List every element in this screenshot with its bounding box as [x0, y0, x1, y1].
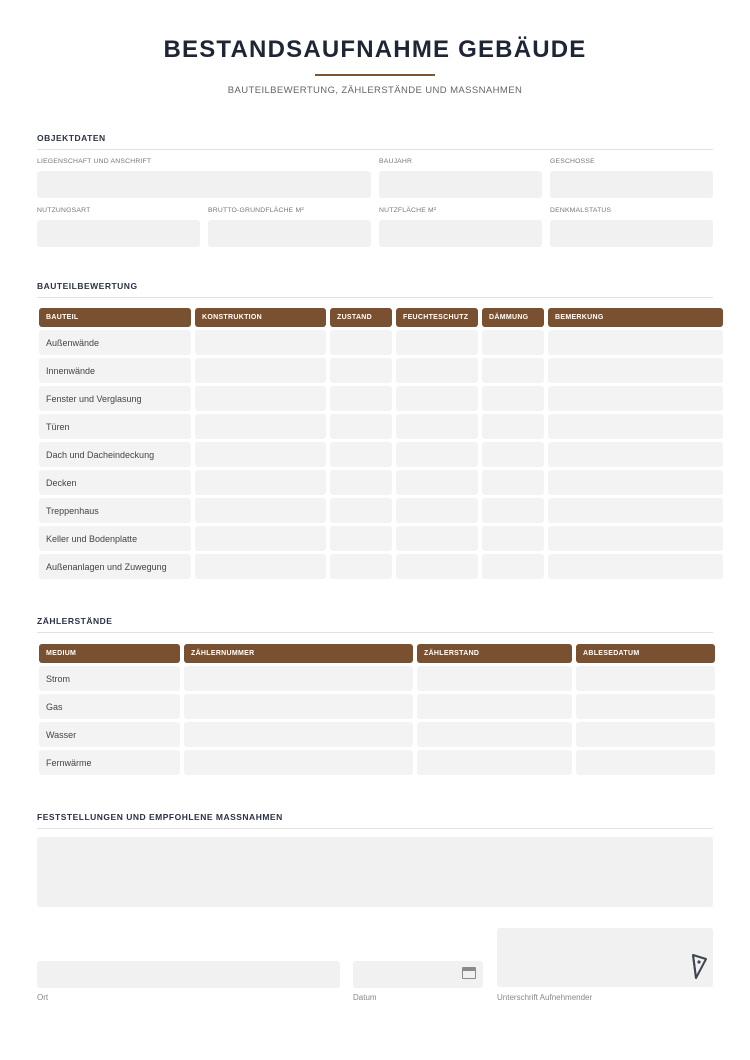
- table-cell[interactable]: [396, 358, 478, 383]
- table-cell[interactable]: [548, 498, 723, 523]
- table-cell[interactable]: [417, 722, 572, 747]
- unterschrift-label: Unterschrift Aufnehmender: [497, 993, 593, 1002]
- table-cell[interactable]: [482, 470, 544, 495]
- table-cell[interactable]: [330, 386, 392, 411]
- table-cell[interactable]: [330, 330, 392, 355]
- table-row: [39, 442, 723, 467]
- table-row: [39, 386, 723, 411]
- datum-label: Datum: [353, 993, 377, 1002]
- label-nutzflaeche: NUTZFLÄCHE M²: [379, 207, 437, 214]
- row-label: Strom: [39, 666, 180, 691]
- bauteil-table: [35, 305, 727, 582]
- table-cell[interactable]: [482, 330, 544, 355]
- table-row: [39, 498, 723, 523]
- table-cell[interactable]: [576, 722, 715, 747]
- row-label: Außenanlagen und Zuwegung: [39, 554, 191, 579]
- label-baujahr: BAUJAHR: [379, 158, 413, 165]
- table-cell[interactable]: [548, 330, 723, 355]
- row-label: Decken: [39, 470, 191, 495]
- bauteil-header-row: [39, 308, 723, 327]
- column-header-feuchteschutz: FEUCHTESCHUTZ: [396, 308, 478, 327]
- table-row: [39, 470, 723, 495]
- table-row: [39, 554, 723, 579]
- table-cell[interactable]: [330, 554, 392, 579]
- row-label: Fernwärme: [39, 750, 180, 775]
- column-header-bemerkung: BEMERKUNG: [548, 308, 723, 327]
- ort-label: Ort: [37, 993, 49, 1002]
- table-cell[interactable]: [482, 414, 544, 439]
- table-cell[interactable]: [482, 442, 544, 467]
- table-cell[interactable]: [330, 442, 392, 467]
- column-header-zustand: ZUSTAND: [330, 308, 392, 327]
- table-row: [39, 526, 723, 551]
- row-label: Innenwände: [39, 358, 191, 383]
- table-cell[interactable]: [330, 414, 392, 439]
- table-row: [39, 330, 723, 355]
- document-subtitle: BAUTEILBEWERTUNG, ZÄHLERSTÄNDE UND MASSNAHMEN: [227, 85, 523, 96]
- table-cell[interactable]: [576, 694, 715, 719]
- table-cell[interactable]: [576, 666, 715, 691]
- column-header-konstruktion: KONSTRUKTION: [195, 308, 326, 327]
- table-cell[interactable]: [195, 414, 326, 439]
- label-geschosse: GESCHOSSE: [550, 158, 595, 165]
- ort-field[interactable]: [37, 961, 340, 988]
- zaehler-table: [35, 641, 719, 778]
- field-nutzungsart[interactable]: [37, 220, 200, 247]
- table-row: [39, 722, 715, 747]
- table-cell[interactable]: [396, 442, 478, 467]
- table-cell[interactable]: [417, 666, 572, 691]
- table-cell[interactable]: [330, 358, 392, 383]
- table-cell[interactable]: [195, 526, 326, 551]
- table-cell[interactable]: [195, 442, 326, 467]
- row-label: Türen: [39, 414, 191, 439]
- table-cell[interactable]: [195, 470, 326, 495]
- table-row: [39, 666, 715, 691]
- column-header-ablesedatum: ABLESEDATUM: [576, 644, 715, 663]
- table-cell[interactable]: [482, 386, 544, 411]
- row-label: Dach und Dacheindeckung: [39, 442, 191, 467]
- field-bgf[interactable]: [208, 220, 371, 247]
- signature-field[interactable]: [497, 928, 713, 987]
- table-cell[interactable]: [396, 498, 478, 523]
- table-cell[interactable]: [396, 554, 478, 579]
- column-header-zaehlerstand: ZÄHLERSTAND: [417, 644, 572, 663]
- pen-nib-icon: [690, 953, 708, 981]
- table-cell[interactable]: [548, 470, 723, 495]
- column-header-bauteil: BAUTEIL: [39, 308, 191, 327]
- table-cell[interactable]: [396, 386, 478, 411]
- table-cell[interactable]: [482, 554, 544, 579]
- table-cell[interactable]: [548, 442, 723, 467]
- table-cell[interactable]: [195, 330, 326, 355]
- table-cell[interactable]: [482, 358, 544, 383]
- table-cell[interactable]: [330, 498, 392, 523]
- zaehler-header-row: [39, 644, 715, 663]
- table-cell[interactable]: [396, 414, 478, 439]
- table-cell[interactable]: [195, 498, 326, 523]
- label-nutzungsart: NUTZUNGSART: [37, 207, 91, 214]
- table-cell[interactable]: [184, 666, 413, 691]
- row-label: Fenster und Verglasung: [39, 386, 191, 411]
- table-cell[interactable]: [396, 526, 478, 551]
- table-cell[interactable]: [330, 526, 392, 551]
- table-row: [39, 750, 715, 775]
- label-liegenschaft: LIEGENSCHAFT UND ANSCHRIFT: [37, 158, 152, 165]
- field-denkmalstatus[interactable]: [550, 220, 713, 247]
- table-cell[interactable]: [184, 694, 413, 719]
- table-cell[interactable]: [482, 526, 544, 551]
- table-cell[interactable]: [195, 386, 326, 411]
- table-cell[interactable]: [330, 470, 392, 495]
- row-label: Keller und Bodenplatte: [39, 526, 191, 551]
- table-row: [39, 358, 723, 383]
- field-nutzflaeche[interactable]: [379, 220, 542, 247]
- column-header-zaehlernummer: ZÄHLERNUMMER: [184, 644, 413, 663]
- field-liegenschaft[interactable]: [37, 171, 371, 198]
- row-label: Außenwände: [39, 330, 191, 355]
- section-title-feststellungen: FESTSTELLUNGEN UND EMPFOHLENE MASSNAHMEN: [37, 812, 713, 829]
- row-label: Gas: [39, 694, 180, 719]
- section-title-zaehlerstaende: ZÄHLERSTÄNDE: [37, 616, 713, 633]
- section-title-bauteilbewertung: BAUTEILBEWERTUNG: [37, 281, 713, 298]
- column-header-medium: MEDIUM: [39, 644, 180, 663]
- table-cell[interactable]: [548, 526, 723, 551]
- table-cell[interactable]: [184, 750, 413, 775]
- document-title: BESTANDSAUFNAHME GEBÄUDE: [163, 36, 587, 63]
- table-cell[interactable]: [548, 386, 723, 411]
- row-label: Wasser: [39, 722, 180, 747]
- row-label: Treppenhaus: [39, 498, 191, 523]
- table-cell[interactable]: [548, 358, 723, 383]
- field-geschosse[interactable]: [550, 171, 713, 198]
- table-cell[interactable]: [548, 554, 723, 579]
- table-row: [39, 414, 723, 439]
- calendar-icon[interactable]: [462, 967, 476, 979]
- table-cell[interactable]: [417, 750, 572, 775]
- table-row: [39, 694, 715, 719]
- table-cell[interactable]: [184, 722, 413, 747]
- table-cell[interactable]: [195, 554, 326, 579]
- table-cell[interactable]: [396, 330, 478, 355]
- table-cell[interactable]: [576, 750, 715, 775]
- label-denkmalstatus: DENKMALSTATUS: [550, 207, 612, 214]
- table-cell[interactable]: [195, 358, 326, 383]
- field-baujahr[interactable]: [379, 171, 542, 198]
- column-header-daemmung: DÄMMUNG: [482, 308, 544, 327]
- table-cell[interactable]: [482, 498, 544, 523]
- section-title-objektdaten: OBJEKTDATEN: [37, 133, 713, 150]
- label-bgf: BRUTTO-GRUNDFLÄCHE M²: [208, 207, 304, 214]
- table-cell[interactable]: [417, 694, 572, 719]
- table-cell[interactable]: [396, 470, 478, 495]
- table-cell[interactable]: [548, 414, 723, 439]
- title-underline: [315, 74, 435, 76]
- feststellungen-textarea[interactable]: [37, 837, 713, 907]
